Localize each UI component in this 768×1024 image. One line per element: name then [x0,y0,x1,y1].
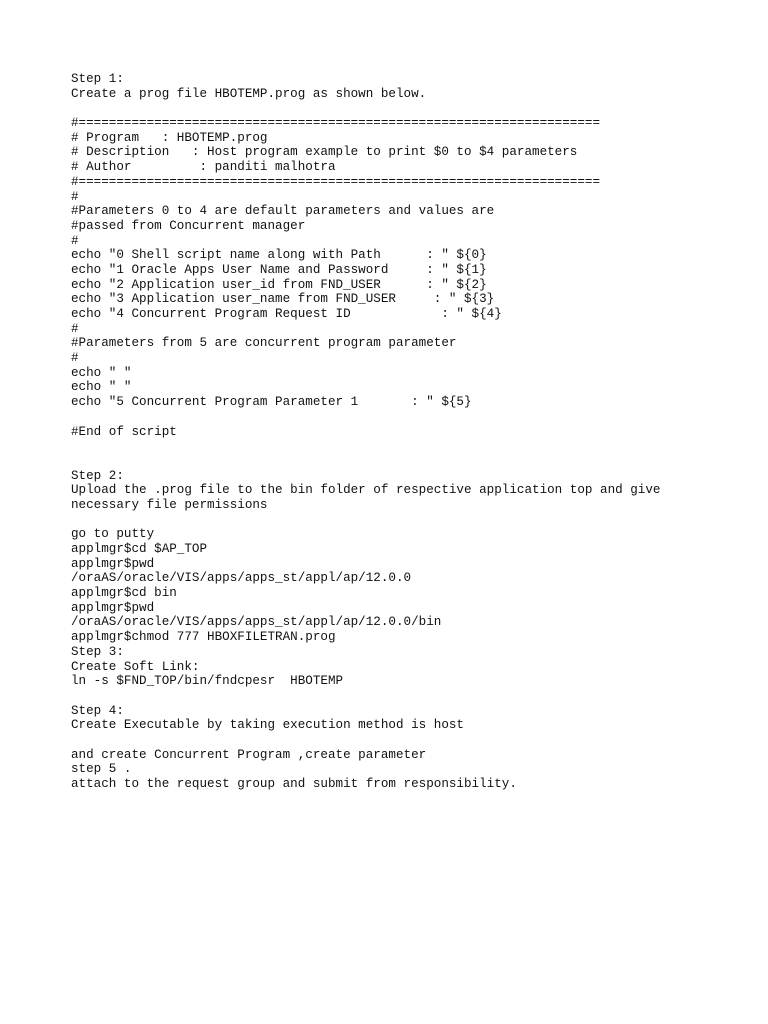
document-line: applmgr$chmod 777 HBOXFILETRAN.prog [71,630,336,645]
document-line: # [71,189,79,204]
document-line: # Author : panditi malhotra [71,160,336,175]
document-line: Step 4: [71,703,124,718]
document-line: Step 2: [71,468,124,483]
document-line: Step 3: [71,644,124,659]
document-line: go to putty [71,527,155,542]
document-line: Create a prog file HBOTEMP.prog as shown below. [71,86,427,101]
document-line [71,733,751,748]
document-line: echo " " [71,365,132,380]
document-line: ln -s $FND_TOP/bin/fndcpesr HBOTEMP [71,674,344,689]
document-line: Create Executable by taking execution method is host [71,718,464,733]
document-line [71,439,751,454]
document-line: applmgr$cd $AP_TOP [71,542,208,556]
document-line: applmgr$cd bin [71,586,177,601]
document-line: # Program : HBOTEMP.prog [71,130,268,145]
document-line: #===================================================================== [71,116,601,131]
document-line: #passed from Concurrent manager [71,218,306,233]
document-line: # [71,351,79,366]
document-line: # [71,321,79,336]
document-line: echo "5 Concurrent Program Parameter 1 : " ${5} [71,395,472,410]
document-line: echo "2 Application user_id from FND_USER : " ${2} [71,277,487,292]
document-line: Upload the .prog file to the bin folder of respective application top and give [71,483,661,498]
document-line: #Parameters from 5 are concurrent program parameter [71,336,457,351]
document-line [71,454,751,469]
document-line: echo "1 Oracle Apps User Name and Password : " ${1} [71,262,487,277]
document-line: echo "3 Application user_name from FND_USER : " ${3} [71,292,495,307]
document-line: #===================================================================== [71,174,601,189]
document-line: /oraAS/oracle/VIS/apps/apps_st/appl/ap/12.0.0/bin [71,615,442,630]
document-line [71,101,751,116]
document-line: /oraAS/oracle/VIS/apps/apps_st/appl/ap/12.0.0 [71,571,412,586]
document-line: applmgr$pwd [71,600,155,615]
document-line: #End of script [71,424,177,439]
document-line: and create Concurrent Program ,create parameter [71,747,427,762]
document-line: echo "0 Shell script name along with Path : " ${0} [71,248,487,263]
document-line: attach to the request group and submit from responsibility. [71,777,517,791]
document-line: echo "4 Concurrent Program Request ID : " ${4} [71,307,502,321]
document-line [71,689,751,704]
document-line [71,410,751,425]
document-line: Step 1: [71,72,124,86]
document-line: necessary file permissions [71,497,268,512]
document-line [71,513,751,528]
document-line: echo " " [71,380,132,395]
document-line: # Description : Host program example to print $0 to $4 parameters [71,145,578,160]
document-line: #Parameters 0 to 4 are default parameters and values are [71,204,495,219]
document-line: Create Soft Link: [71,659,200,674]
document-line: # [71,233,79,248]
document-body [71,72,751,792]
document-line: step 5 . [71,762,132,777]
document-line: applmgr$pwd [71,556,155,571]
